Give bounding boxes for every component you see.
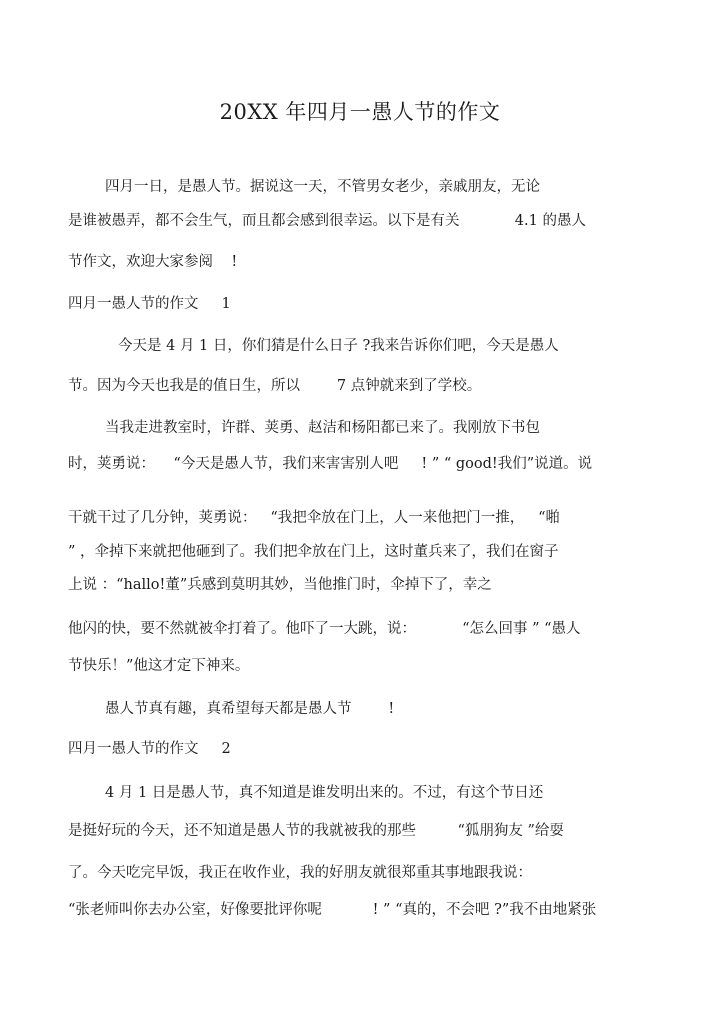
text-line: 节快乐！”他这才定下神来。 [68, 658, 250, 674]
text-line: 节。因为今天也我是的值日生，所以 7 点钟就来到了学校。 [68, 378, 482, 394]
text-line: 4 月 1 日是愚人节，真不知道是谁发明出来的。不过，有这个节日还 [105, 785, 544, 801]
text-line: 上说 ：“hallo!董”兵感到莫明其妙，当他推门时，伞掉下了，幸之 [68, 577, 492, 593]
text-line: ” ，伞掉下来就把他砸到了。我们把伞放在门上，这时董兵来了，我们在窗子 [68, 544, 559, 560]
text-line: 今天是 4 月 1 日，你们猜是什么日子 ?我来告诉你们吧，今天是愚人 [118, 338, 559, 354]
text-line: “张老师叫你去办公室，好像要批评你呢 ! ” “真的，不会吧 ?”我不由地紧张 [68, 902, 597, 918]
text-line: 四月一日，是愚人节。据说这一天，不管男女老少，亲戚朋友，无论 [105, 179, 540, 195]
text-line: 当我走进教室时，许群、荚勇、赵洁和杨阳都已来了。我刚放下书包 [105, 420, 540, 436]
text-line: 节作文，欢迎大家参阅 ! [68, 254, 238, 270]
text-line: 他闪的快，要不然就被伞打着了。他吓了一大跳，说： “怎么回事 ” “愚人 [68, 621, 581, 637]
document-title: 20XX 年四月一愚人节的作文 [219, 100, 501, 124]
text-line: 了。今天吃完早饭，我正在收作业，我的好朋友就很郑重其事地跟我说： [68, 865, 532, 881]
section-heading: 四月一愚人节的作文 1 [68, 296, 231, 312]
text-line: 时，荚勇说： “今天是愚人节，我们来害害别人吧 ! ” “ good!我们”说道。说 [68, 456, 593, 472]
text-line: 愚人节真有趣，真希望每天都是愚人节 ! [105, 701, 395, 717]
text-line: 是挺好玩的今天，还不知道是愚人节的我就被我的那些 “狐朋狗友 ”给耍 [68, 823, 564, 839]
text-line: 是谁被愚弄，都不会生气，而且都会感到很幸运。以下是有关 4.1 的愚人 [68, 213, 586, 229]
section-heading: 四月一愚人节的作文 2 [68, 741, 231, 757]
text-line: 干就干过了几分钟，荚勇说： “我把伞放在门上，人一来他把门一推， “啪 [68, 510, 560, 526]
